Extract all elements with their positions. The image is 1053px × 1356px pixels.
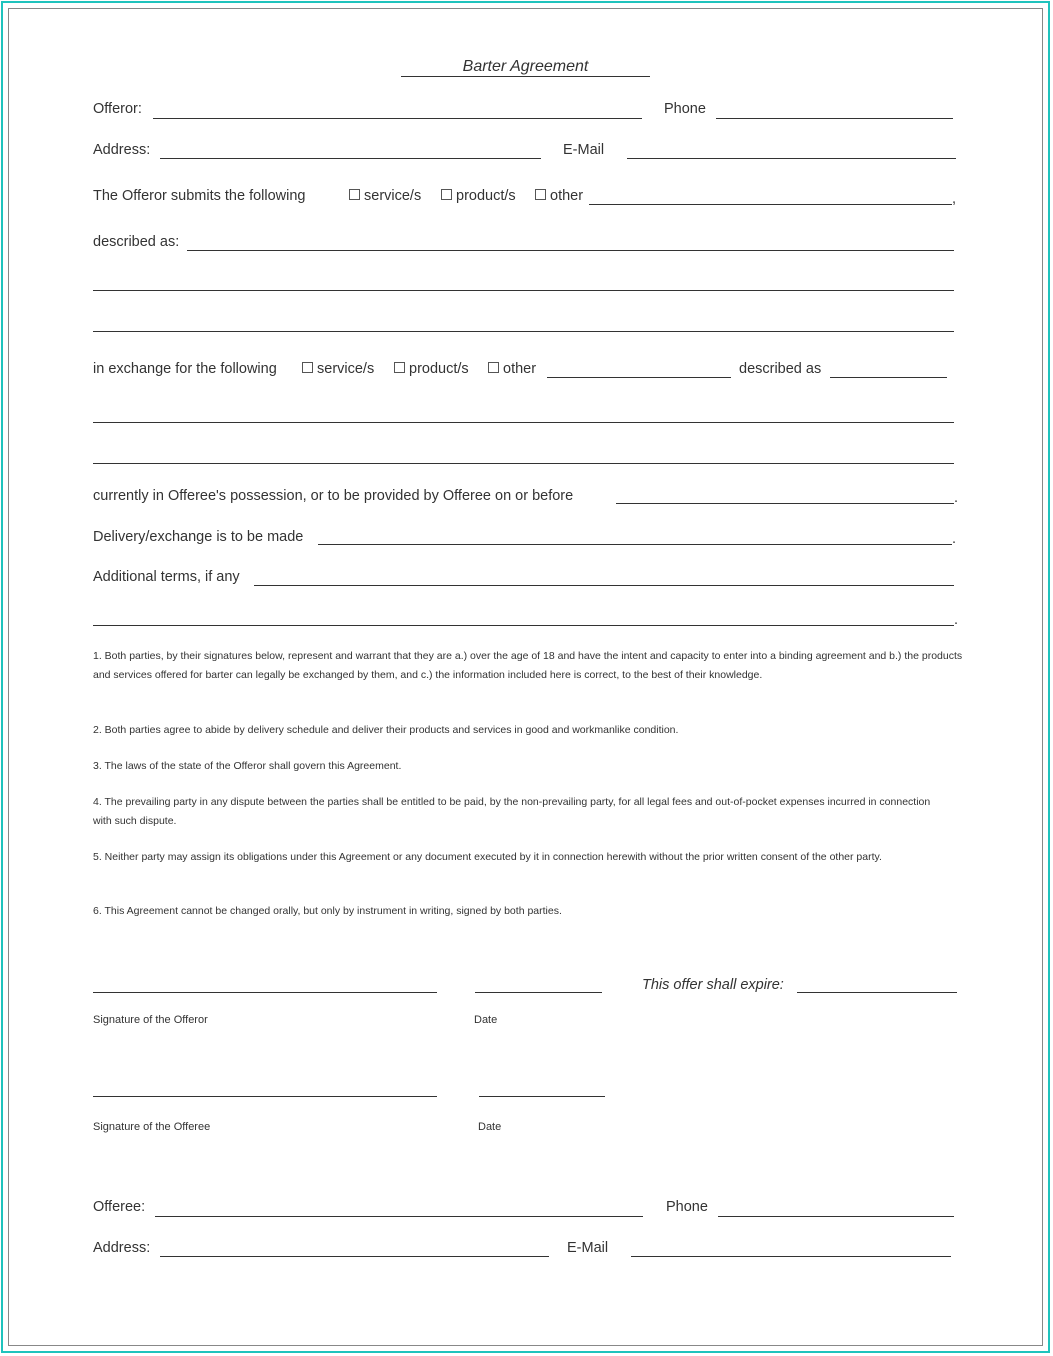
exchange-description-line-3[interactable] (93, 463, 954, 464)
clause-3: 3. The laws of the state of the Offeror shall govern this Agreement. (93, 760, 402, 772)
offeror-email-field[interactable] (627, 158, 956, 159)
submits-product-option[interactable]: product/s (441, 188, 516, 204)
possession-date-field[interactable] (616, 503, 954, 504)
exchange-other-option[interactable]: other (488, 361, 536, 377)
delivery-field[interactable] (318, 544, 952, 545)
offeror-signature-label: Signature of the Offeror (93, 1014, 208, 1026)
submits-description-line-3[interactable] (93, 331, 954, 332)
offeree-address-label: Address: (93, 1240, 151, 1256)
offeror-date-label: Date (474, 1014, 498, 1026)
clause-4: 4. The prevailing party in any dispute between the parties shall be entitled to be paid, by the non-prevailing party, for all legal fees and out-of-pocket expenses incurred in connection with such dispute. (93, 796, 931, 827)
offeror-label: Offeror: (93, 101, 142, 117)
clause-2: 2. Both parties agree to abide by delivery schedule and deliver their products and services in good and workmanlike condition. (93, 724, 679, 736)
offeror-address-label: Address: (93, 142, 151, 158)
delivery-label: Delivery/exchange is to be made (93, 529, 304, 545)
offeror-email-label: E-Mail (563, 142, 605, 158)
additional-terms-line-2[interactable] (93, 625, 954, 626)
submits-comma: , (952, 191, 957, 207)
exchange-service-option[interactable]: service/s (302, 361, 374, 377)
submits-description-line-2[interactable] (93, 290, 954, 291)
additional-terms-line-1[interactable] (254, 585, 954, 586)
document-title: Barter Agreement (401, 58, 650, 77)
exchange-described-label: described as (739, 361, 822, 377)
checkbox-icon[interactable] (349, 189, 360, 200)
checkbox-icon[interactable] (441, 189, 452, 200)
checkbox-icon[interactable] (394, 362, 405, 373)
offeree-signature-label: Signature of the Offeree (93, 1121, 211, 1133)
submits-described-label: described as: (93, 234, 180, 250)
submits-other-field[interactable] (589, 204, 952, 205)
offeror-address-field[interactable] (160, 158, 541, 159)
exchange-product-option[interactable]: product/s (394, 361, 469, 377)
clause-1: 1. Both parties, by their signatures below, represent and warrant that they are a.) over the age of 18 and have the intent and capacity to enter into a binding agreement and b.) the products and services offered for barter can legally be exchanged by them, and c.) the information included here is correct, to the best of their knowledge. (93, 650, 963, 681)
offeree-email-field[interactable] (631, 1256, 951, 1257)
offeree-name-field[interactable] (155, 1216, 643, 1217)
offeror-phone-label: Phone (664, 101, 706, 117)
offeree-label: Offeree: (93, 1199, 146, 1215)
submits-other-option[interactable]: other (535, 188, 583, 204)
offeree-date-label: Date (478, 1121, 502, 1133)
checkbox-icon[interactable] (535, 189, 546, 200)
offer-expire-field[interactable] (797, 992, 957, 993)
offer-expire-label: This offer shall expire: (642, 977, 784, 993)
submits-description-line-1[interactable] (187, 250, 954, 251)
offeree-date-field[interactable] (479, 1096, 605, 1097)
exchange-intro: in exchange for the following (93, 361, 277, 377)
offeree-signature-field[interactable] (93, 1096, 437, 1097)
additional-terms-label: Additional terms, if any (93, 569, 240, 585)
checkbox-icon[interactable] (302, 362, 313, 373)
offeree-phone-field[interactable] (718, 1216, 954, 1217)
offeror-signature-field[interactable] (93, 992, 437, 993)
checkbox-icon[interactable] (488, 362, 499, 373)
offeree-address-field[interactable] (160, 1256, 549, 1257)
offeror-phone-field[interactable] (716, 118, 953, 119)
delivery-period: . (952, 531, 957, 547)
possession-period: . (954, 490, 959, 506)
offeror-date-field[interactable] (475, 992, 602, 993)
additional-terms-period: . (954, 612, 959, 628)
possession-label: currently in Offeree's possession, or to be provided by Offeree on or before (93, 488, 574, 504)
submits-intro: The Offeror submits the following (93, 188, 306, 204)
offeree-phone-label: Phone (666, 1199, 708, 1215)
offeror-name-field[interactable] (153, 118, 642, 119)
submits-service-option[interactable]: service/s (349, 188, 421, 204)
exchange-description-line-2[interactable] (93, 422, 954, 423)
exchange-other-field[interactable] (547, 377, 731, 378)
exchange-description-line-1[interactable] (830, 377, 947, 378)
offeree-email-label: E-Mail (567, 1240, 609, 1256)
clause-5: 5. Neither party may assign its obligations under this Agreement or any document executed by it in connection herewith without the prior written consent of the other party. (93, 851, 882, 863)
clause-6: 6. This Agreement cannot be changed orally, but only by instrument in writing, signed by both parties. (93, 905, 562, 917)
